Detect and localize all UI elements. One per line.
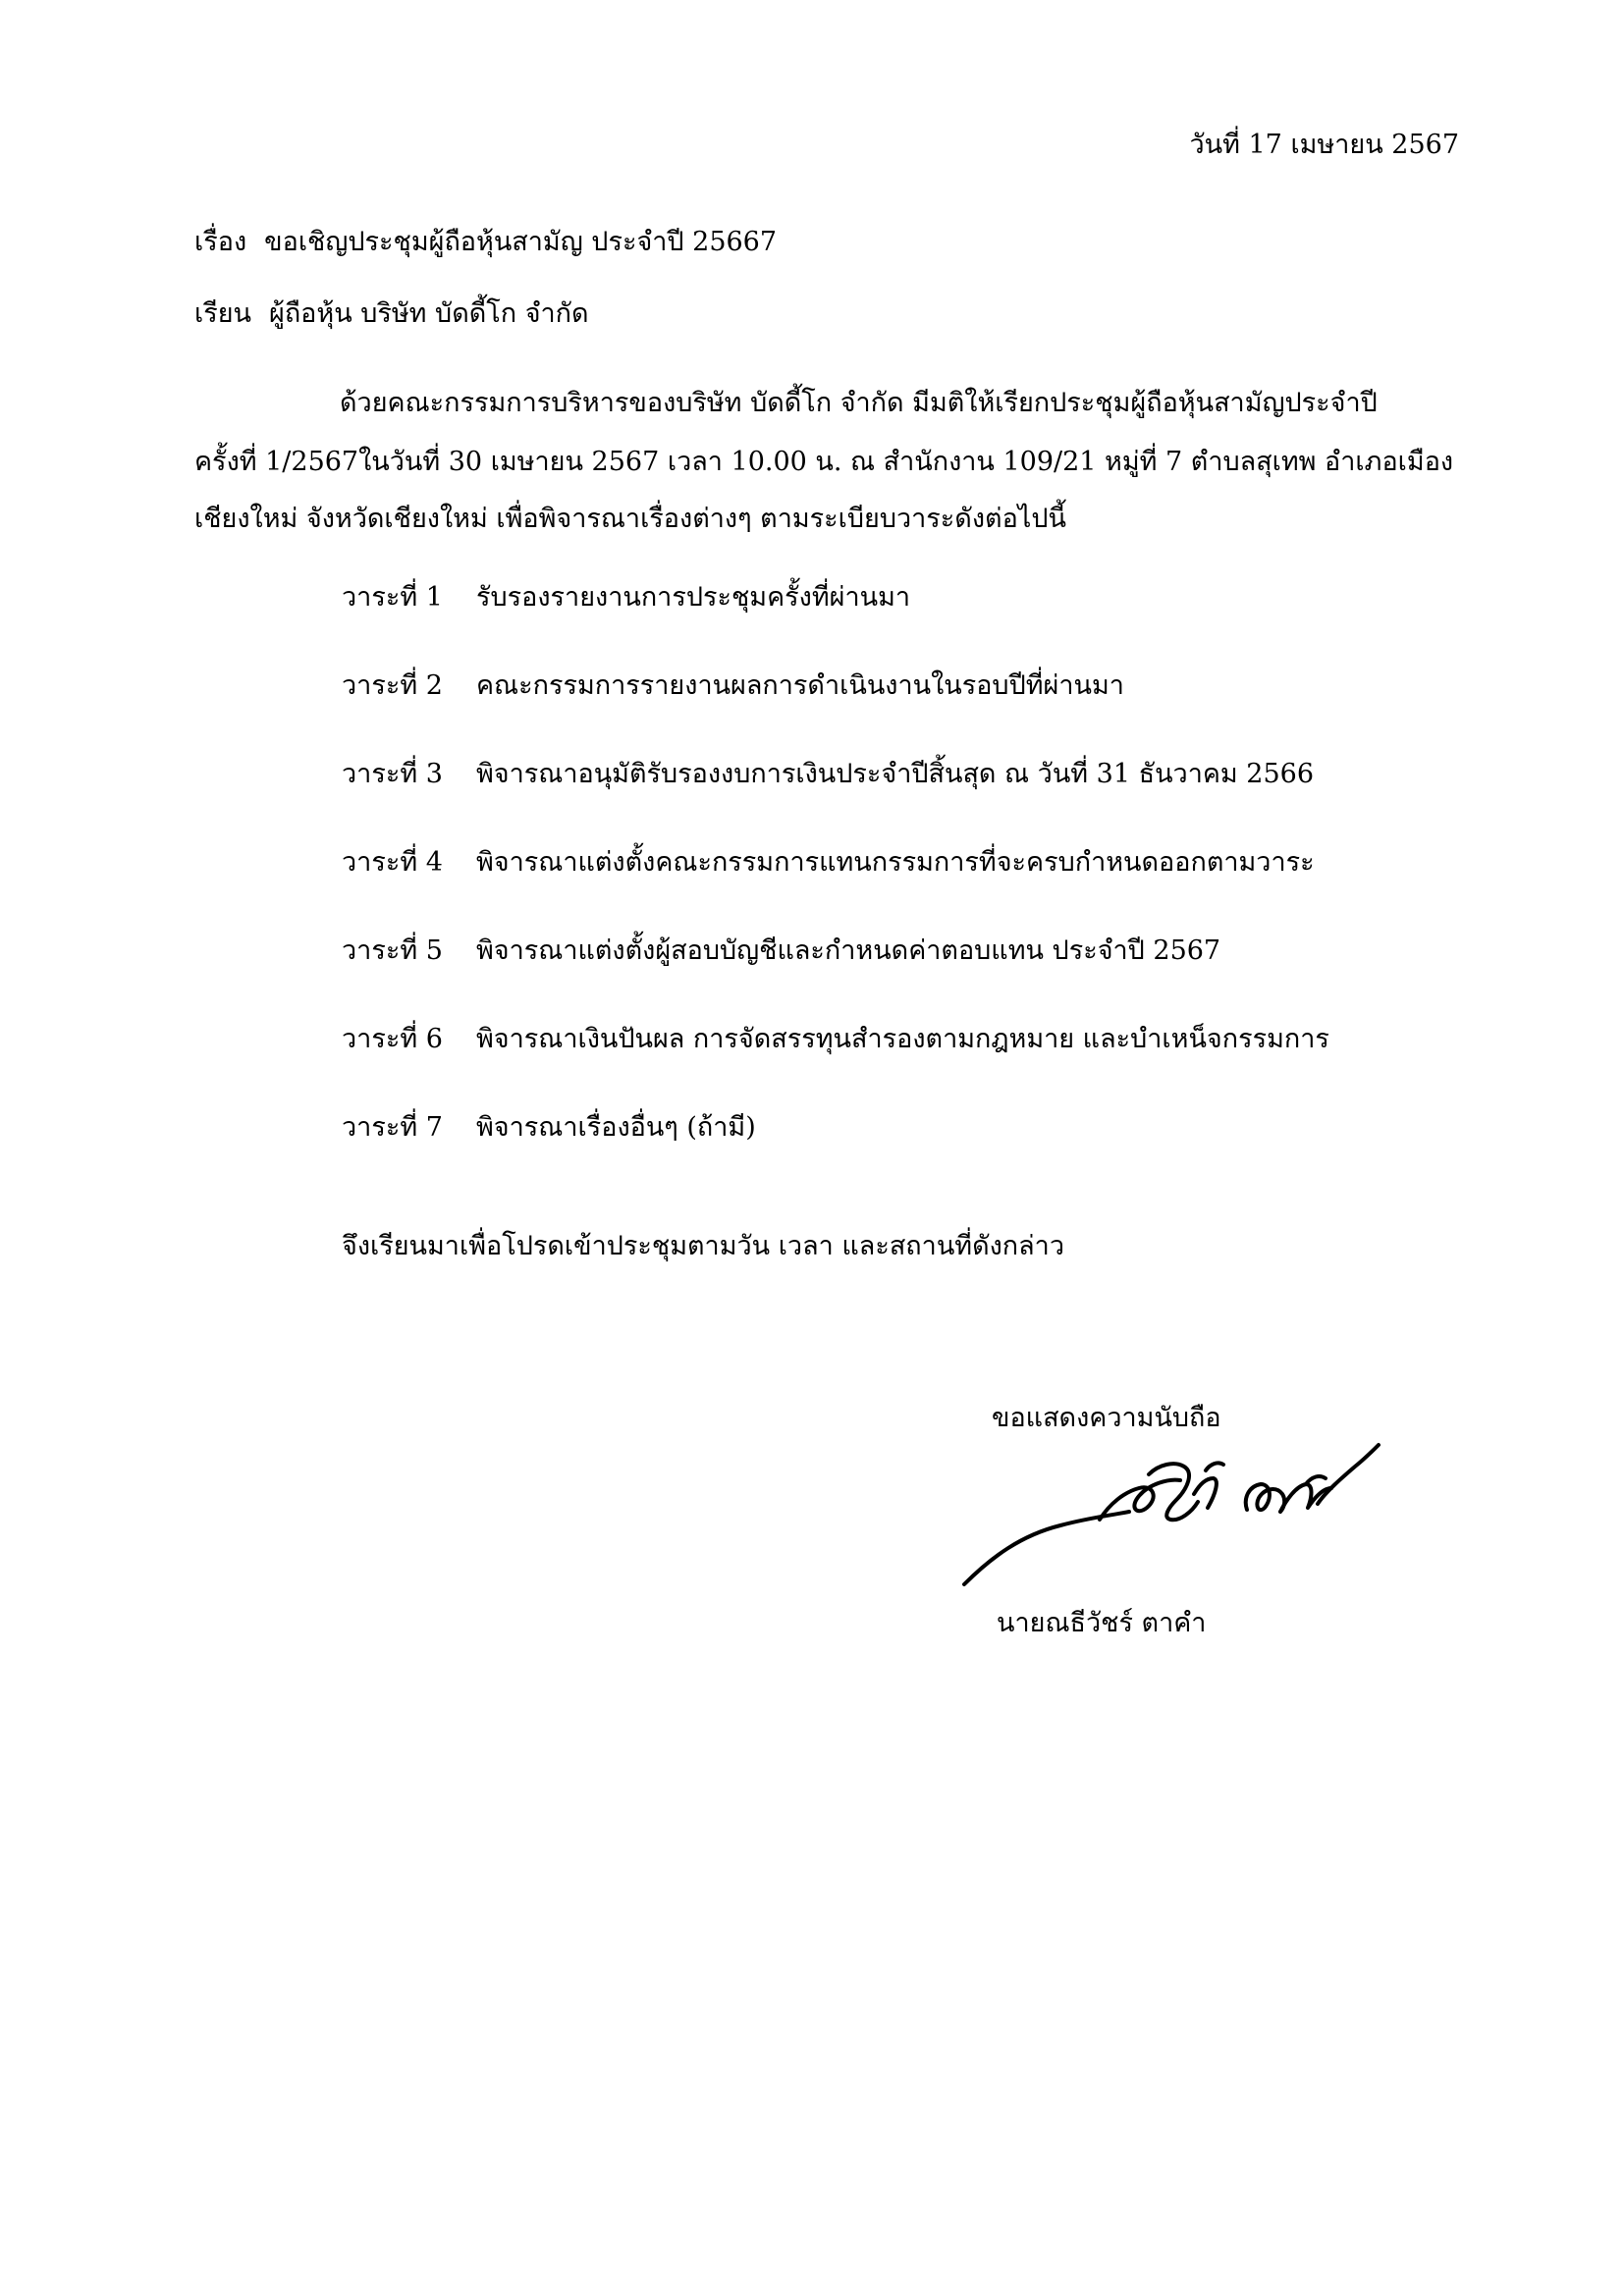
agenda-item-2 bbox=[342, 668, 1329, 757]
subject-label: เรื่อง bbox=[194, 227, 247, 257]
agenda-number: วาระที่ 6 bbox=[342, 1024, 443, 1054]
agenda-text: พิจารณาแต่งตั้งคณะกรรมการแทนกรรมการที่จะครบกำหนดออกตามวาระ bbox=[476, 847, 1315, 878]
agenda-text: พิจารณาแต่งตั้งผู้สอบบัญชีและกำหนดค่าตอบแทน ประจำปี 2567 bbox=[476, 935, 1221, 966]
agenda-number: วาระที่ 4 bbox=[342, 847, 443, 878]
recipient-line bbox=[194, 296, 589, 332]
agenda-item-3 bbox=[342, 757, 1329, 845]
body-line-2: ครั้งที่ 1/2567ในวันที่ 30 เมษายน 2567 เวลา 10.00 น. ณ สำนักงาน 109/21 หมู่ที่ 7 ตำบลสุเทพ อำเภอเมือง bbox=[194, 447, 1454, 477]
agenda-text: พิจารณาเงินปันผล การจัดสรรทุนสำรองตามกฎหมาย และบำเหน็จกรรมการ bbox=[476, 1024, 1329, 1054]
handwritten-signature bbox=[952, 1410, 1384, 1596]
agenda-list bbox=[342, 580, 1329, 1199]
agenda-item-5 bbox=[342, 934, 1329, 1022]
agenda-item-1 bbox=[342, 580, 1329, 668]
letter-date: วันที่ 17 เมษายน 2567 bbox=[1189, 130, 1459, 160]
body-line-3: เชียงใหม่ จังหวัดเชียงใหม่ เพื่อพิจารณาเรื่องต่างๆ ตามระเบียบวาระดังต่อไปนี้ bbox=[194, 504, 1066, 534]
agenda-text: คณะกรรมการรายงานผลการดำเนินงานในรอบปีที่ผ่านมา bbox=[476, 670, 1124, 701]
agenda-number: วาระที่ 3 bbox=[342, 759, 443, 789]
signer-name: นายณธีวัชร์ ตาคำ bbox=[997, 1608, 1207, 1638]
agenda-text: พิจารณาอนุมัติรับรองงบการเงินประจำปีสิ้นสุด ณ วันที่ 31 ธันวาคม 2566 bbox=[476, 759, 1315, 789]
agenda-number: วาระที่ 7 bbox=[342, 1112, 443, 1143]
body-line-1: ด้วยคณะกรรมการบริหารของบริษัท บัดดี้โก จำกัด มีมติให้เรียกประชุมผู้ถือหุ้นสามัญประจำปี bbox=[340, 388, 1378, 418]
agenda-item-7 bbox=[342, 1110, 1329, 1199]
agenda-text: พิจารณาเรื่องอื่นๆ (ถ้ามี) bbox=[476, 1112, 756, 1143]
subject-line bbox=[194, 225, 777, 260]
agenda-number: วาระที่ 5 bbox=[342, 935, 443, 966]
subject-text: ขอเชิญประชุมผู้ถือหุ้นสามัญ ประจำปี 25667 bbox=[264, 227, 778, 257]
recipient-label: เรียน bbox=[194, 298, 252, 329]
agenda-item-6 bbox=[342, 1022, 1329, 1110]
agenda-number: วาระที่ 1 bbox=[342, 582, 443, 613]
closing-line: จึงเรียนมาเพื่อโปรดเข้าประชุมตามวัน เวลา และสถานที่ดังกล่าว bbox=[342, 1231, 1065, 1261]
recipient-text: ผู้ถือหุ้น บริษัท บัดดี้โก จำกัด bbox=[269, 298, 589, 329]
agenda-item-4 bbox=[342, 845, 1329, 934]
regards-line: ขอแสดงความนับถือ bbox=[992, 1403, 1221, 1433]
agenda-text: รับรองรายงานการประชุมครั้งที่ผ่านมา bbox=[476, 582, 911, 613]
agenda-number: วาระที่ 2 bbox=[342, 670, 443, 701]
